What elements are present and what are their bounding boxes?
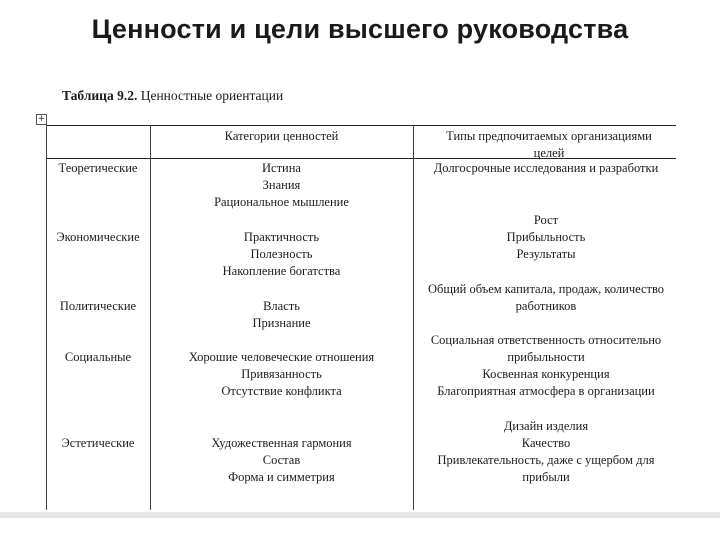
goal-item: Общий объем капитала, продаж, количество bbox=[427, 282, 665, 296]
goal-item: работников bbox=[515, 299, 577, 313]
category-item: Власть bbox=[263, 299, 300, 313]
goal-item: Рост bbox=[533, 213, 559, 227]
goal-item: Косвенная конкуренция bbox=[482, 367, 610, 381]
table-caption-text: Ценностные ориентации bbox=[140, 88, 284, 103]
category-item: Признание bbox=[252, 316, 311, 330]
header-line: целей bbox=[533, 146, 565, 160]
row-type-economic: Экономические bbox=[56, 230, 140, 244]
table-left-border bbox=[46, 125, 47, 510]
category-item: Истина bbox=[262, 161, 301, 175]
goal-item: Дизайн изделия bbox=[503, 419, 589, 433]
document-excerpt bbox=[36, 84, 686, 514]
row-goals-social bbox=[418, 332, 674, 400]
row-goals-economic bbox=[418, 212, 674, 263]
goal-item: Долгосрочные исследования и разработки bbox=[433, 161, 659, 175]
goal-item: Социальная ответственность относительно bbox=[430, 333, 662, 347]
category-item: Художественная гармония bbox=[211, 436, 352, 450]
goal-item: прибыльности bbox=[507, 350, 585, 364]
table-caption bbox=[62, 88, 283, 104]
category-item: Привязанность bbox=[241, 367, 322, 381]
row-type-political: Политические bbox=[59, 299, 137, 313]
category-item: Накопление богатства bbox=[222, 264, 341, 278]
row-categories-theoretical bbox=[154, 160, 409, 211]
row-type-social: Социальные bbox=[64, 350, 132, 364]
row-categories-aesthetic bbox=[154, 435, 409, 486]
category-item: Рациональное мышление bbox=[214, 195, 349, 209]
goal-item: Качество bbox=[521, 436, 571, 450]
header-goal-types bbox=[424, 128, 674, 162]
table-top-border bbox=[46, 125, 676, 126]
table-column-divider bbox=[150, 125, 151, 510]
goal-item: Привлекательность, даже с ущербом для bbox=[437, 453, 655, 467]
category-item: Полезность bbox=[250, 247, 313, 261]
row-type-aesthetic: Эстетические bbox=[61, 436, 135, 450]
goal-item: Прибыльность bbox=[506, 230, 586, 244]
category-item: Форма и симметрия bbox=[228, 470, 335, 484]
row-categories-economic bbox=[154, 229, 409, 280]
category-item: Отсутствие конфликта bbox=[221, 384, 342, 398]
row-type-theoretical: Теоретические bbox=[58, 161, 138, 175]
row-categories-political bbox=[154, 298, 409, 332]
table-column-divider bbox=[413, 125, 414, 510]
bottom-strip bbox=[0, 512, 720, 518]
table-caption-label: Таблица 9.2. bbox=[62, 88, 138, 103]
category-item: Хорошие человеческие отношения bbox=[188, 350, 375, 364]
goal-item: Результаты bbox=[516, 247, 576, 261]
row-categories-social bbox=[154, 349, 409, 400]
row-goals-political bbox=[418, 281, 674, 315]
slide-title: Ценности и цели высшего руководства bbox=[91, 14, 629, 44]
row-goals-theoretical bbox=[418, 160, 674, 177]
table-move-handle-icon[interactable]: + bbox=[37, 114, 46, 124]
row-goals-aesthetic bbox=[418, 418, 674, 486]
category-item: Состав bbox=[262, 453, 301, 467]
category-item: Практичность bbox=[243, 230, 320, 244]
values-table bbox=[46, 122, 676, 510]
goal-item: Благоприятная атмосфера в организации bbox=[437, 384, 655, 398]
header-line: Типы предпочитаемых организациями bbox=[446, 129, 652, 143]
goal-item: прибыли bbox=[522, 470, 570, 484]
category-item: Знания bbox=[262, 178, 301, 192]
header-categories: Категории ценностей bbox=[224, 129, 339, 143]
